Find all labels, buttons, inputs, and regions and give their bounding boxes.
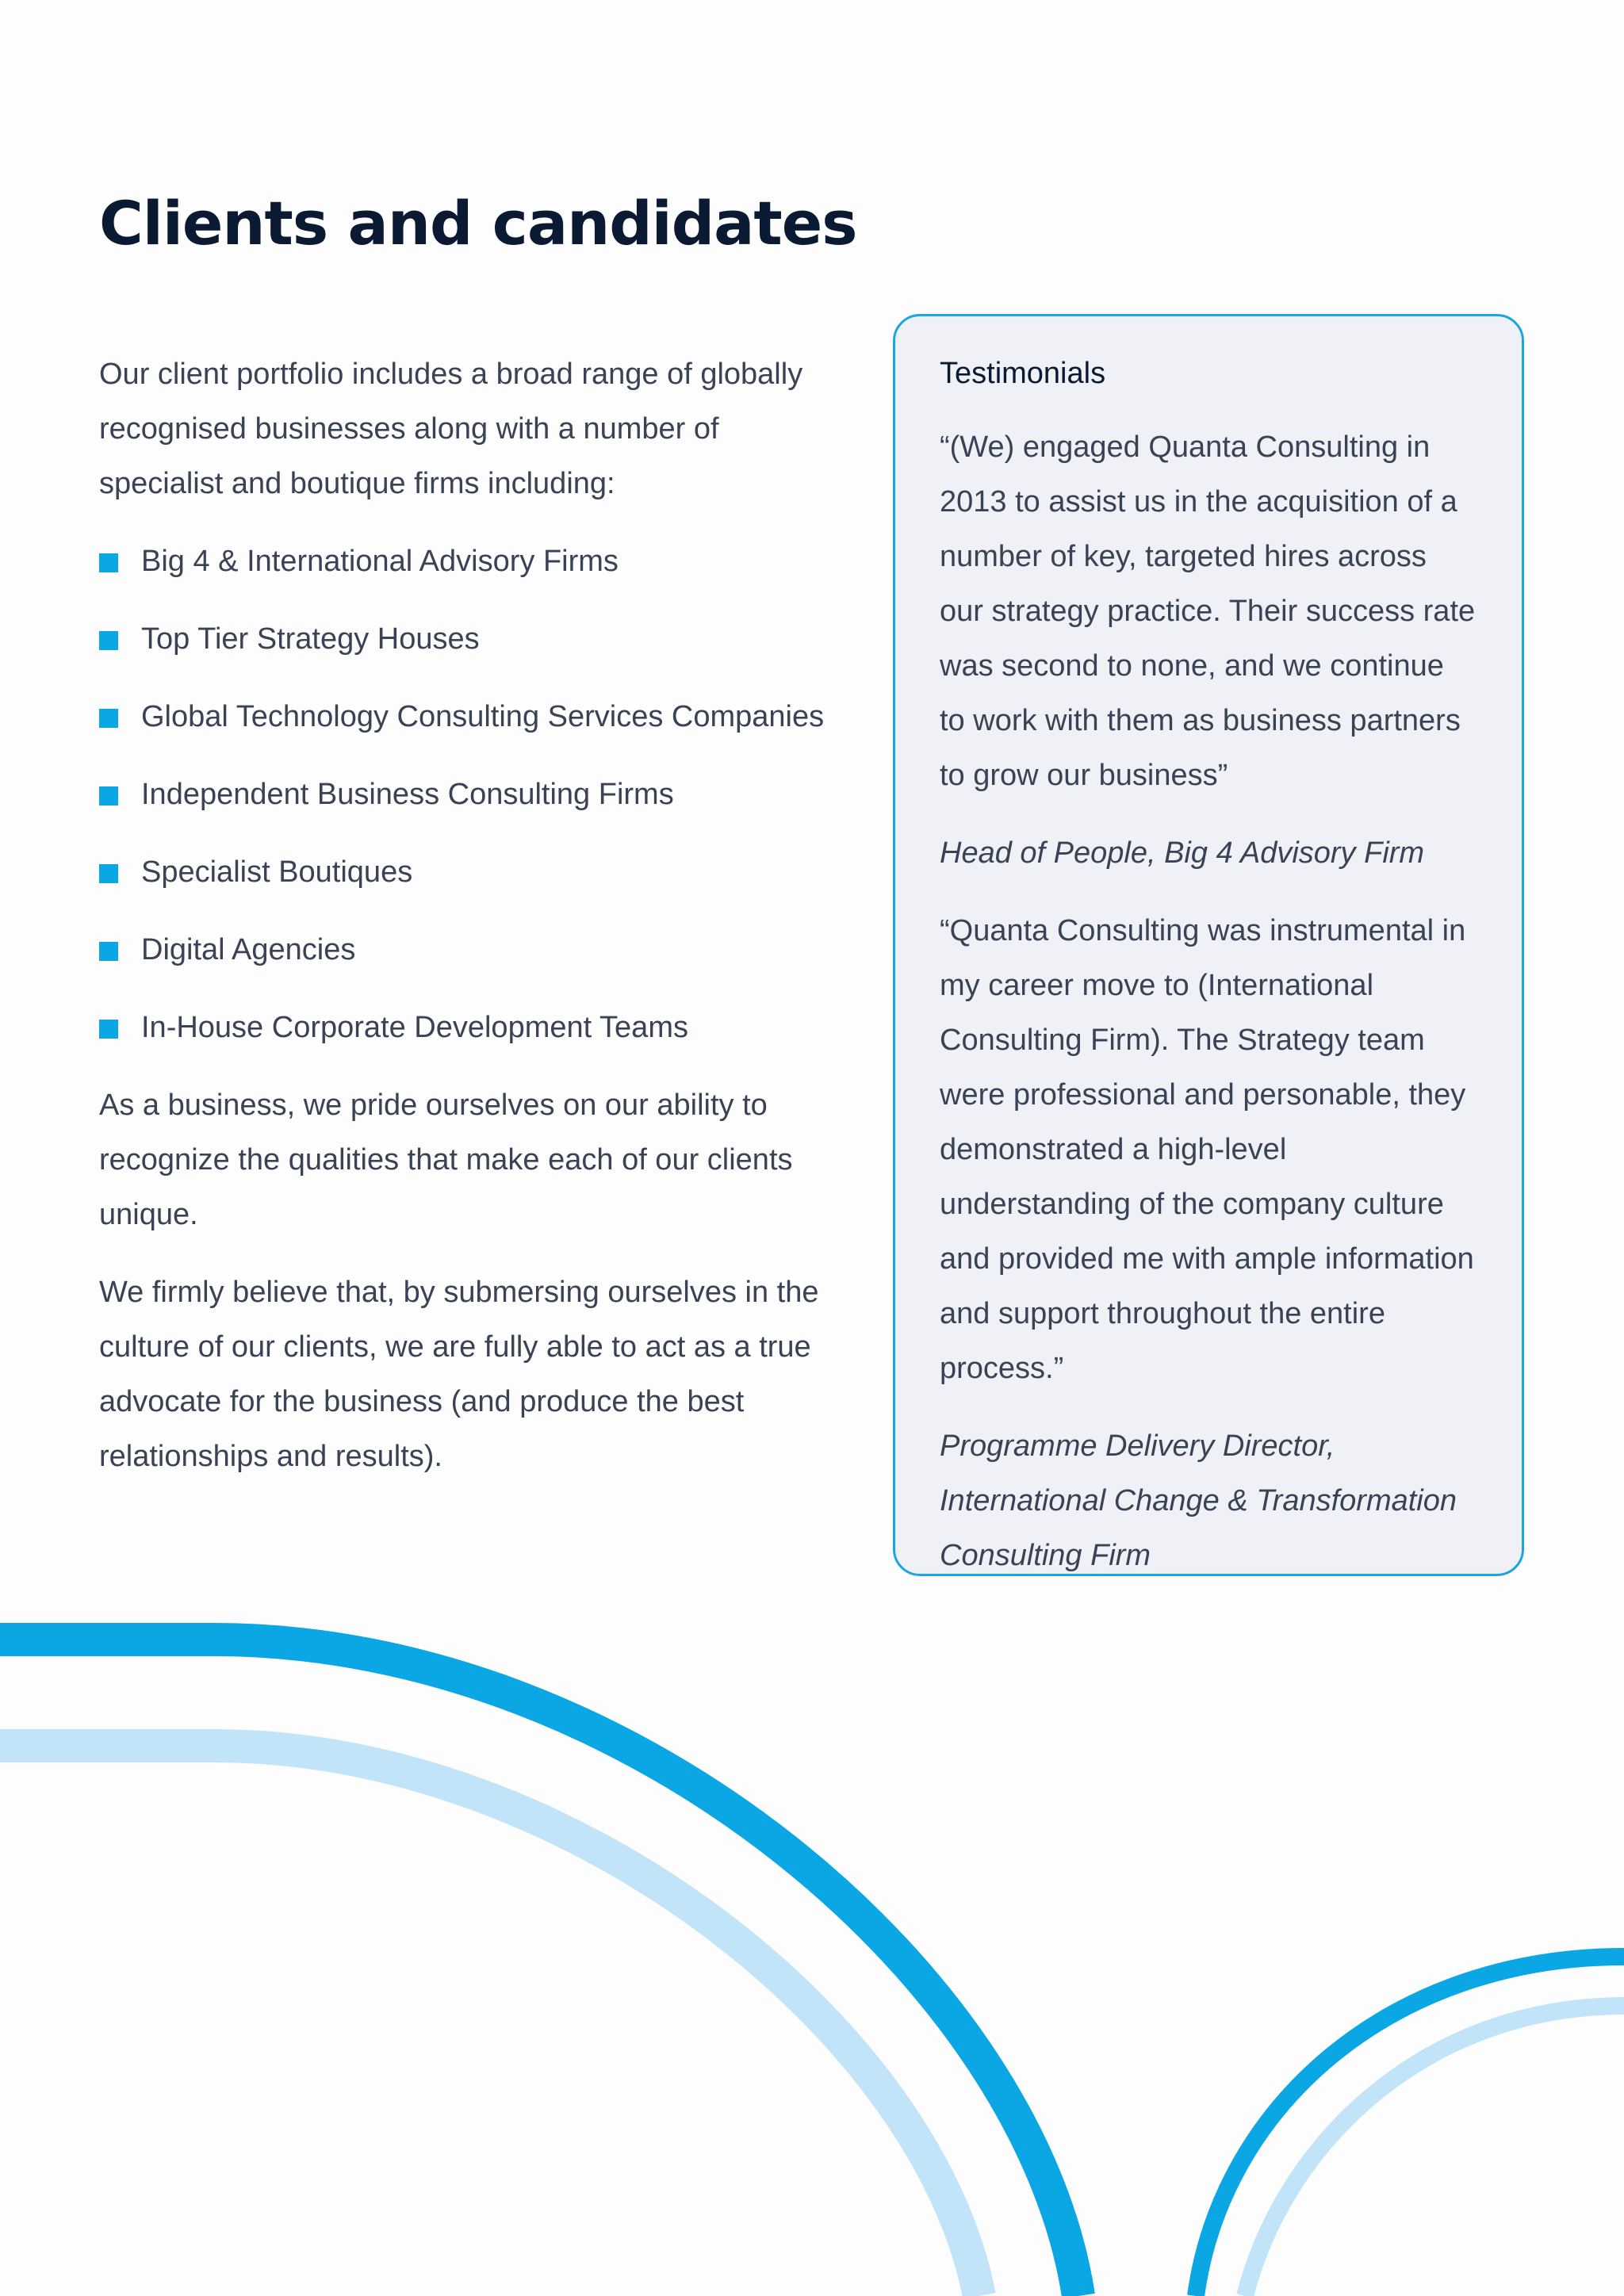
light-arc-left xyxy=(0,1746,979,2296)
testimonial-quote: “Quanta Consulting was instrumental in my career move to (International Consulting Firm). The Strategy team were professional and personable, they demonstrated a high-level understanding of the company culture and provided me with ample information and support throughout the entire process.” xyxy=(940,914,1474,1385)
list-item-label: Specialist Boutiques xyxy=(141,855,413,889)
list-item-label: In-House Corporate Development Teams xyxy=(141,1011,688,1044)
light-arc-right xyxy=(1245,2006,1624,2296)
list-item-label: Digital Agencies xyxy=(141,933,356,966)
pride-paragraph: As a business, we pride ourselves on our ability to recognize the qualities that make each of our clients unique. xyxy=(99,1089,793,1231)
list-item-label: Top Tier Strategy Houses xyxy=(141,622,480,656)
page-title: Clients and candidates xyxy=(99,188,857,258)
testimonial-attribution: Programme Delivery Director, International Change & Transformation Consulting Firm xyxy=(940,1429,1457,1572)
intro-paragraph: Our client portfolio includes a broad range of globally recognised businesses along with a number of specialist and boutique firms including: xyxy=(99,358,803,500)
list-item-label: Big 4 & International Advisory Firms xyxy=(141,545,619,578)
testimonials-heading: Testimonials xyxy=(940,357,1106,390)
testimonial-attribution: Head of People, Big 4 Advisory Firm xyxy=(940,836,1425,870)
belief-paragraph: We firmly believe that, by submersing ourselves in the culture of our clients, we are fully able to act as a true advocate for the business (and produce the best relationships and results). xyxy=(99,1276,819,1473)
list-item-label: Independent Business Consulting Firms xyxy=(141,778,674,811)
list-item-label: Global Technology Consulting Services Companies xyxy=(141,700,825,733)
testimonial-quote: “(We) engaged Quanta Consulting in 2013 to assist us in the acquisition of a number of key, targeted hires across our strategy practice. Their success rate was second to none, and we continue to work with them as business partners to grow our business” xyxy=(940,430,1476,792)
